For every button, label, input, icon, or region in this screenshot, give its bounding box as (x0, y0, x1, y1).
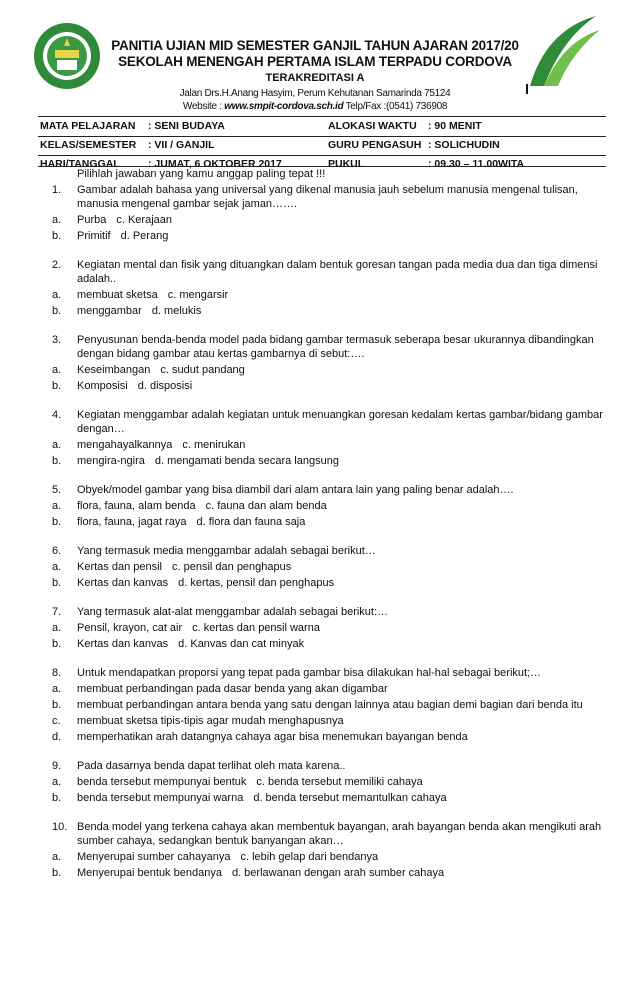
info-label: ALOKASI WAKTU (328, 120, 417, 132)
option-letter: a. (52, 214, 62, 226)
option-choice: d. flora dan fauna saja (196, 516, 306, 528)
option-letter: a. (52, 364, 62, 376)
info-rule (38, 166, 606, 167)
question-number: 3. (52, 334, 62, 346)
info-label: GURU PENGASUH (328, 139, 422, 151)
answer-option-row (52, 515, 612, 529)
option-choice: c. lebih gelap dari bendanya (240, 851, 379, 863)
letterhead (0, 0, 638, 118)
option-text (77, 576, 612, 590)
answer-option-row (52, 213, 612, 227)
option-choice: menggambar (77, 305, 142, 317)
info-rule (38, 155, 606, 156)
option-letter: a. (52, 683, 62, 695)
option-text (77, 698, 612, 712)
option-choice: Keseimbangan (77, 364, 151, 376)
answer-option-row (52, 363, 612, 377)
answer-option-row (52, 714, 612, 728)
option-text (77, 714, 612, 728)
question-number: 7. (52, 606, 62, 618)
option-letter: a. (52, 776, 62, 788)
contact-line (100, 101, 530, 112)
option-text (77, 775, 612, 789)
answer-option-row (52, 288, 612, 302)
option-letter: a. (52, 622, 62, 634)
option-choice: Pensil, krayon, cat air (77, 622, 183, 634)
question-number: 6. (52, 545, 62, 557)
option-text (77, 637, 612, 651)
option-choice: c. kertas dan pensil warna (192, 622, 320, 634)
option-text (77, 213, 612, 227)
option-choice: c. Kerajaan (116, 214, 173, 226)
question-item (52, 759, 612, 805)
option-choice: Komposisi (77, 380, 128, 392)
answer-option-row (52, 454, 612, 468)
answer-option-row (52, 637, 612, 651)
question-stem (52, 759, 612, 773)
option-letter: b. (52, 792, 62, 804)
info-value: : 09.30 – 11.00WITA (428, 158, 525, 170)
option-choice: Kertas dan pensil (77, 561, 162, 573)
answer-option-row (52, 698, 612, 712)
answer-option-row (52, 304, 612, 318)
option-letter: a. (52, 289, 62, 301)
question-item (52, 258, 612, 318)
option-text (77, 560, 612, 574)
option-choice: memperhatikan arah datangnya cahaya agar bisa menemukan bayangan benda (77, 731, 468, 743)
option-letter: a. (52, 500, 62, 512)
exam-committee-title: PANITIA UJIAN MID SEMESTER GANJIL TAHUN AJARAN 2017/20 (111, 38, 519, 53)
question-number: 8. (52, 667, 62, 679)
option-text (77, 379, 612, 393)
option-choice: Menyerupai sumber cahayanya (77, 851, 231, 863)
option-letter: a. (52, 439, 62, 451)
info-label: MATA PELAJARAN (40, 120, 136, 132)
question-stem (52, 544, 612, 558)
option-choice: mengahayalkannya (77, 439, 173, 451)
option-text (77, 682, 612, 696)
answer-option-row (52, 229, 612, 243)
option-text (77, 229, 612, 243)
option-choice: membuat perbandingan antara benda yang satu dengan lainnya atau bagian demi bagian dari benda itu (77, 699, 583, 711)
option-choice: benda tersebut mempunyai bentuk (77, 776, 247, 788)
option-choice: membuat sketsa tipis-tipis agar mudah menghapusnya (77, 715, 344, 727)
school-name: SEKOLAH MENENGAH PERTAMA ISLAM TERPADU CORDOVA (118, 54, 512, 69)
question-stem (52, 666, 612, 680)
option-text (77, 499, 612, 513)
question-number: 9. (52, 760, 62, 772)
answer-option-row (52, 791, 612, 805)
question-item (52, 605, 612, 651)
option-choice: d. Kanvas dan cat minyak (178, 638, 305, 650)
option-text (77, 850, 612, 864)
option-choice: c. fauna dan alam benda (205, 500, 327, 512)
option-choice: Kertas dan kanvas (77, 638, 169, 650)
question-number: 2. (52, 259, 62, 271)
option-text (77, 866, 612, 880)
answer-option-row (52, 850, 612, 864)
option-choice: c. mengarsir (167, 289, 229, 301)
question-number: 4. (52, 409, 62, 421)
option-choice: d. benda tersebut memantulkan cahaya (253, 792, 447, 804)
question-list (52, 183, 612, 895)
option-choice: membuat sketsa (77, 289, 158, 301)
option-choice: d. disposisi (137, 380, 193, 392)
question-text: Kegiatan mental dan fisik yang dituangkan dalam bentuk goresan tangan pada media dua dan tiga dimensi adalah.. (77, 259, 598, 285)
option-letter: b. (52, 699, 62, 711)
question-item (52, 820, 612, 880)
question-item (52, 183, 612, 243)
question-stem (52, 408, 612, 436)
info-value: : 90 MENIT (428, 120, 482, 132)
info-row (38, 117, 606, 136)
instruction: Pilihlah jawaban yang kamu anggap paling tepat !!! (77, 168, 326, 180)
question-text: Pada dasarnya benda dapat terlihat oleh mata karena.. (77, 760, 346, 772)
question-stem (52, 258, 612, 286)
question-item (52, 483, 612, 529)
option-choice: d. Perang (120, 230, 169, 242)
info-label: HARI/TANGGAL (40, 158, 120, 170)
question-text: Gambar adalah bahasa yang universal yang dikenal manusia jauh sebelum manusia mengenal tulisan, manusia mengenal gambar sejak jaman……. (77, 184, 578, 210)
option-choice: flora, fauna, alam benda (77, 500, 196, 512)
info-value: : VII / GANJIL (148, 139, 215, 151)
option-letter: b. (52, 380, 62, 392)
answer-option-row (52, 499, 612, 513)
question-text: Benda model yang terkena cahaya akan membentuk bayangan, arah bayangan benda akan mengikuti arah sumber cahaya, sedangkan bentuk banyangan akan… (77, 821, 602, 847)
question-text: Kegiatan menggambar adalah kegiatan untuk menuangkan goresan kedalam kertas gambar/bidang gambar dengan… (77, 409, 603, 435)
question-item (52, 666, 612, 744)
jsit-logo-icon (500, 12, 606, 112)
option-text (77, 515, 612, 529)
option-choice: d. kertas, pensil dan penghapus (178, 577, 335, 589)
answer-option-row (52, 775, 612, 789)
question-text: Yang termasuk alat-alat menggambar adalah sebagai berikut:… (77, 606, 389, 618)
question-text: Yang termasuk media menggambar adalah sebagai berikut… (77, 545, 376, 557)
option-text (77, 304, 612, 318)
question-stem (52, 183, 612, 211)
option-letter: c. (52, 715, 61, 727)
option-letter: b. (52, 867, 62, 879)
option-text (77, 791, 612, 805)
option-letter: a. (52, 561, 62, 573)
option-letter: a. (52, 851, 62, 863)
info-value: : SENI BUDAYA (148, 120, 225, 132)
question-number: 10. (52, 821, 68, 833)
answer-option-row (52, 379, 612, 393)
answer-option-row (52, 438, 612, 452)
option-choice: Purba (77, 214, 107, 226)
option-letter: b. (52, 516, 62, 528)
info-row (38, 136, 606, 155)
option-letter: b. (52, 577, 62, 589)
question-number: 1. (52, 184, 62, 196)
option-text (77, 288, 612, 302)
answer-option-row (52, 730, 612, 744)
option-choice: Primitif (77, 230, 111, 242)
option-text (77, 438, 612, 452)
answer-option-row (52, 621, 612, 635)
option-choice: c. pensil dan penghapus (172, 561, 292, 573)
info-rule (38, 136, 606, 137)
question-number: 5. (52, 484, 62, 496)
answer-option-row (52, 866, 612, 880)
info-label: PUKUL (328, 158, 365, 170)
info-value: : JUMAT, 6 OKTOBER 2017 (148, 158, 282, 170)
question-text: Obyek/model gambar yang bisa diambil dari alam antara lain yang paling benar adalah…. (77, 484, 514, 496)
option-choice: d. mengamati benda secara langsung (154, 455, 339, 467)
accreditation: TERAKREDITASI A (265, 72, 365, 84)
option-letter: b. (52, 305, 62, 317)
website-link[interactable]: www.smpit-cordova.sch.id (224, 101, 344, 112)
school-logo-icon (33, 22, 101, 90)
website-label: Website : (182, 101, 225, 112)
option-letter: b. (52, 638, 62, 650)
question-stem (52, 483, 612, 497)
option-choice: d. berlawanan dengan arah sumber cahaya (231, 867, 445, 879)
question-item (52, 544, 612, 590)
option-choice: c. menirukan (182, 439, 246, 451)
option-text (77, 454, 612, 468)
option-choice: benda tersebut mempunyai warna (77, 792, 244, 804)
option-letter: b. (52, 455, 62, 467)
option-choice: Kertas dan kanvas (77, 577, 169, 589)
option-choice: d. melukis (151, 305, 202, 317)
question-item (52, 408, 612, 468)
option-text (77, 621, 612, 635)
option-choice: Menyerupai bentuk bendanya (77, 867, 222, 879)
question-text: Untuk mendapatkan proporsi yang tepat pada gambar bisa dilakukan hal-hal sebagai berikut;… (77, 667, 542, 679)
option-choice: membuat perbandingan pada dasar benda yang akan digambar (77, 683, 388, 695)
option-choice: mengira-ngira (77, 455, 145, 467)
answer-option-row (52, 560, 612, 574)
phone: Telp/Fax :(0541) 736908 (343, 101, 448, 112)
option-text (77, 363, 612, 377)
question-stem (52, 605, 612, 619)
option-choice: flora, fauna, jagat raya (77, 516, 187, 528)
option-letter: b. (52, 230, 62, 242)
answer-option-row (52, 576, 612, 590)
info-value: : SOLICHUDIN (428, 139, 500, 151)
question-stem (52, 333, 612, 361)
question-text: Penyusunan benda-benda model pada bidang gambar termasuk seberapa besar ukurannya dibandingkan dengan bidang gambar atau kertas gambarnya di sebut:…. (77, 334, 594, 360)
option-text (77, 730, 612, 744)
option-letter: d. (52, 731, 62, 743)
option-choice: c. sudut pandang (160, 364, 245, 376)
info-label: KELAS/SEMESTER (40, 139, 137, 151)
question-item (52, 333, 612, 393)
answer-option-row (52, 682, 612, 696)
school-address: Jalan Drs.H.Anang Hasyim, Perum Kehutanan Samarinda 75124 (179, 88, 451, 99)
question-stem (52, 820, 612, 848)
option-choice: c. benda tersebut memiliki cahaya (256, 776, 423, 788)
